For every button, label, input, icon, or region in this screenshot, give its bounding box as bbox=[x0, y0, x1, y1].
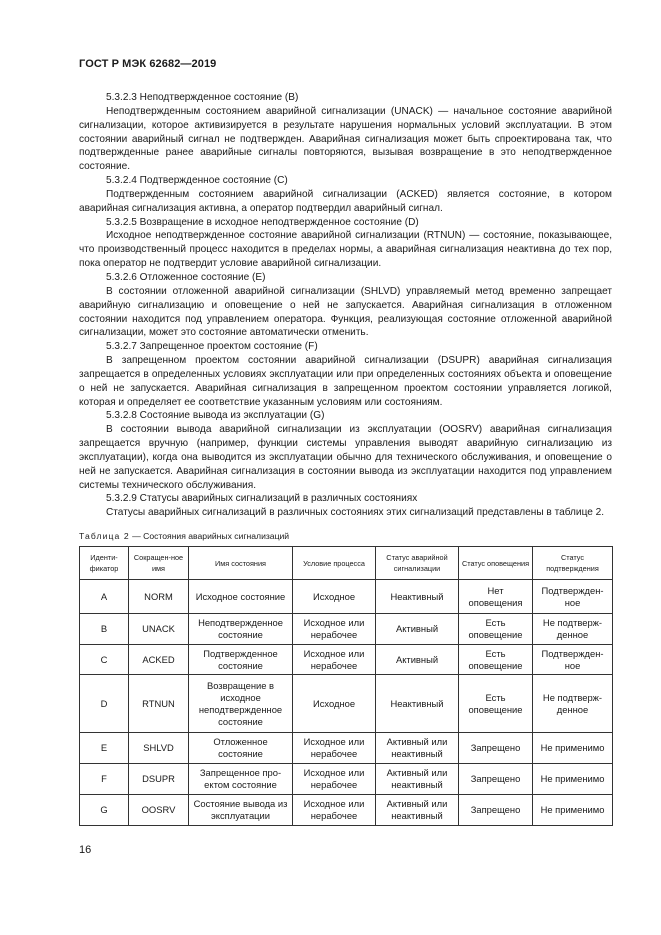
column-header: Иденти-фикатор bbox=[80, 547, 129, 580]
table-cell: Подтвержден-ное bbox=[533, 645, 613, 675]
table-cell: Исходное или нерабочее bbox=[293, 733, 376, 764]
table-cell: Возвращение в исходное неподтвержденное состояние bbox=[189, 675, 293, 733]
column-header: Статус подтверждения bbox=[533, 547, 613, 580]
table-cell: Исходное состояние bbox=[189, 580, 293, 614]
table-caption-text: — Состояния аварийных сигнализаций bbox=[129, 531, 290, 541]
table-cell: Не подтверж-денное bbox=[533, 675, 613, 733]
section-heading: 5.3.2.8 Состояние вывода из эксплуатации (G) bbox=[106, 410, 325, 422]
table-cell: B bbox=[80, 614, 129, 645]
section-heading: 5.3.2.3 Неподтвержденное состояние (B) bbox=[106, 92, 299, 103]
standard-header: ГОСТ Р МЭК 62682—2019 bbox=[79, 58, 217, 70]
table-cell: Активный bbox=[376, 614, 459, 645]
column-header: Статус аварийной сигнализации bbox=[376, 547, 459, 580]
table-cell: Исходное или нерабочее bbox=[293, 614, 376, 645]
table-cell: Есть оповещение bbox=[459, 614, 533, 645]
table-cell: Исходное или нерабочее bbox=[293, 795, 376, 826]
paragraph: Статусы аварийных сигнализаций в различных состояниях этих сигнализаций представлены в таблице 2. bbox=[106, 507, 605, 519]
table-cell: Активный или неактивный bbox=[376, 764, 459, 795]
table-cell: C bbox=[80, 645, 129, 675]
table-row bbox=[80, 795, 613, 826]
table-row bbox=[80, 764, 613, 795]
table-cell: F bbox=[80, 764, 129, 795]
table-row bbox=[80, 675, 613, 733]
table-cell: A bbox=[80, 580, 129, 614]
table-cell: Запрещенное про-ектом состояние bbox=[189, 764, 293, 795]
table-caption-label: Таблица 2 bbox=[79, 531, 130, 541]
paragraph: В состоянии вывода аварийной сигнализации из эксплуатации (OOSRV) аварийная сигнализация запрещается вручную (например, функции системы управления выводят аварийную сигнализацию из эксплуатации), когда она выводится из эксплуатации обычно для технического обслуживания, и оповещение о ней не запускается. Аварийная сигнализация в состоянии вывода из эксплуатации находится под управлением системы технического обслуживания. bbox=[79, 424, 612, 491]
section-heading: 5.3.2.6 Отложенное состояние (E) bbox=[106, 271, 266, 283]
paragraph: Неподтвержденным состоянием аварийной сигнализации (UNACK) — начальное состояние аварийной сигнализации, которое активизируется в результате нарушения нормальных условий эксплуатации. В этом состоянии аварийный сигнал не подтвержден. Аварийная сигнализация может быть спроектирована так, что подтвержденные ранее аварийные сигналы повторяются, вызывая возвращение в это неподтвержденное состояние. bbox=[79, 105, 612, 173]
table-cell: OOSRV bbox=[129, 795, 189, 826]
table-cell: Неактивный bbox=[376, 675, 459, 733]
table-cell: Нет оповещения bbox=[459, 580, 533, 614]
table-cell: D bbox=[80, 675, 129, 733]
alarm-states-table bbox=[79, 546, 613, 826]
table-cell: Не подтверж-денное bbox=[533, 614, 613, 645]
table-caption bbox=[79, 531, 289, 541]
body-text bbox=[79, 91, 612, 520]
table-cell: Исходное или нерабочее bbox=[293, 764, 376, 795]
table-cell: DSUPR bbox=[129, 764, 189, 795]
table-cell: G bbox=[80, 795, 129, 826]
table-cell: Исходное bbox=[293, 580, 376, 614]
column-header: Статус оповещения bbox=[459, 547, 533, 580]
table-cell: RTNUN bbox=[129, 675, 189, 733]
column-header: Условие процесса bbox=[293, 547, 376, 580]
table-cell: Отложенное состояние bbox=[189, 733, 293, 764]
table-cell: ACKED bbox=[129, 645, 189, 675]
table-cell: Активный или неактивный bbox=[376, 733, 459, 764]
table-cell: Есть оповещение bbox=[459, 645, 533, 675]
paragraph: В запрещенном проектом состоянии аварийной сигнализации (DSUPR) аварийная сигнализация запрещается в определенных условиях эксплуатации или при определенных состояниях объекта и оповещение о ней не запускается. Аварийная сигнализация в запрещенном проектом состоянии управляется логикой, которая и определяет ее соответствие указанным условиям или состояниям. bbox=[79, 355, 612, 408]
table-cell: Неактивный bbox=[376, 580, 459, 614]
table-row bbox=[80, 733, 613, 764]
table-cell: Запрещено bbox=[459, 733, 533, 764]
table-cell: Активный bbox=[376, 645, 459, 675]
table-cell: Неподтвержденное состояние bbox=[189, 614, 293, 645]
table-cell: E bbox=[80, 733, 129, 764]
section-heading: 5.3.2.7 Запрещенное проектом состояние (F) bbox=[106, 341, 318, 353]
table-cell: Подтвержденное состояние bbox=[189, 645, 293, 675]
table-cell: Не применимо bbox=[533, 764, 613, 795]
table-header-row bbox=[80, 547, 613, 580]
section-heading: 5.3.2.5 Возвращение в исходное неподтвержденное состояние (D) bbox=[106, 216, 419, 228]
column-header: Сокращен-ное имя bbox=[129, 547, 189, 580]
table-cell: UNACK bbox=[129, 614, 189, 645]
table-cell: Активный или неактивный bbox=[376, 795, 459, 826]
page-number: 16 bbox=[79, 844, 92, 856]
table-cell: Не применимо bbox=[533, 733, 613, 764]
table-row bbox=[80, 580, 613, 614]
table-cell: Не применимо bbox=[533, 795, 613, 826]
column-header: Имя состояния bbox=[189, 547, 293, 580]
table-cell: Запрещено bbox=[459, 795, 533, 826]
paragraph: Подтвержденным состоянием аварийной сигнализации (ACKED) является состояние, в котором аварийная сигнализация активна, а оператор подтвердил аварийный сигнал. bbox=[79, 188, 612, 214]
table-cell: Исходное bbox=[293, 675, 376, 733]
paragraph: Исходное неподтвержденное состояние аварийной сигнализации (RTNUN) — состояние, показывающее, что производственный процесс находится в пределах нормы, а аварийная сигнализация неактивна до тех пор, пока оператор не подтвердит условие аварийной сигнализации. bbox=[79, 230, 612, 270]
table-row bbox=[80, 645, 613, 675]
table-cell: Исходное или нерабочее bbox=[293, 645, 376, 675]
section-heading: 5.3.2.9 Статусы аварийных сигнализаций в различных состояниях bbox=[106, 493, 418, 505]
table-cell: SHLVD bbox=[129, 733, 189, 764]
paragraph: В состоянии отложенной аварийной сигнализации (SHLVD) управляемый метод временно запрещает аварийную сигнализацию и оповещение о ней не запускается. Аварийная сигнализация в отложенном состоянии находится под управлением оператора. Функция, реализующая состояние отложенной аварийной сигнализации, может это состояние автоматически отменить. bbox=[79, 285, 612, 339]
section-heading: 5.3.2.4 Подтвержденное состояние (C) bbox=[106, 175, 288, 187]
table-cell: Запрещено bbox=[459, 764, 533, 795]
table-cell: Подтвержден-ное bbox=[533, 580, 613, 614]
table-cell: Есть оповещение bbox=[459, 675, 533, 733]
table-cell: NORM bbox=[129, 580, 189, 614]
table-cell: Состояние вывода из эксплуатации bbox=[189, 795, 293, 826]
table-row bbox=[80, 614, 613, 645]
